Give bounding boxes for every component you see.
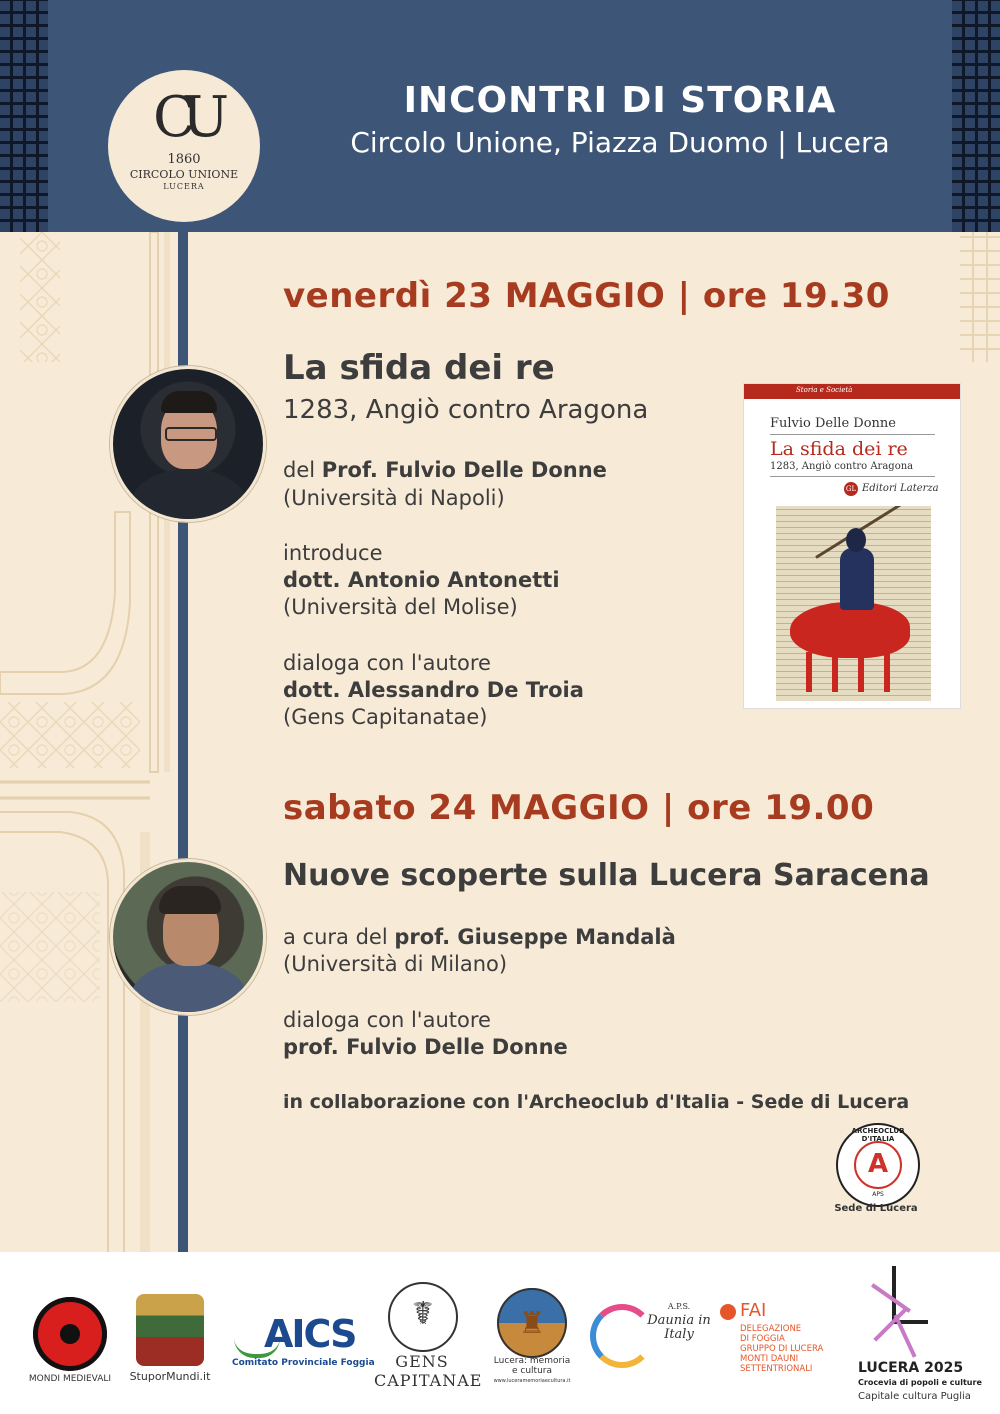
archeoclub-inner-circle — [854, 1141, 902, 1189]
portrait-body — [131, 962, 247, 1015]
mondi-medievali-caption: MONDI MEDIEVALI — [28, 1374, 112, 1384]
page-subtitle: Circolo Unione, Piazza Duomo | Lucera — [350, 126, 890, 159]
archeoclub-caption: Sede di Lucera — [834, 1203, 918, 1214]
book-subtitle: 1283, Angiò contro Aragona — [770, 461, 914, 472]
knight-illustration — [776, 506, 931, 701]
by-prefix: del — [283, 458, 322, 482]
lucera-2025-title: LUCERA 2025 — [858, 1360, 964, 1376]
event1-intro-label: introduce — [283, 541, 383, 565]
header-banner — [0, 0, 1000, 232]
event1-speaker-affiliation: (Università di Napoli) — [283, 486, 505, 510]
event1-intro-affiliation: (Università del Molise) — [283, 595, 518, 619]
lucera-2025-tagline-2: Capitale cultura Puglia — [858, 1391, 971, 1402]
aics-wordmark: AICS — [264, 1312, 356, 1356]
right-lattice-pattern — [960, 232, 1000, 362]
fai-flame-icon — [720, 1304, 736, 1320]
event1-speaker: Prof. Fulvio Delle Donne — [321, 458, 607, 482]
speaker2-portrait — [110, 859, 266, 1015]
horse-icon — [790, 602, 910, 658]
lion-icon: ♜ — [518, 1306, 546, 1341]
fai-wordmark: FAI — [740, 1300, 767, 1321]
gens-capitanae-logo — [374, 1282, 483, 1390]
event2-dialog-name: prof. Fulvio Delle Donne — [283, 1035, 568, 1059]
logo-monogram: CU — [152, 85, 216, 150]
stupor-mundi-emblem-icon — [136, 1294, 204, 1366]
event1-dialog-affiliation: (Gens Capitanatae) — [283, 705, 488, 729]
collaboration-note: in collaborazione con l'Archeoclub d'Italia - Sede di Lucera — [283, 1091, 910, 1113]
portrait-hair — [159, 886, 221, 914]
book-title: La sfida dei re — [770, 438, 908, 460]
lucera-memoria-logo — [497, 1288, 567, 1358]
logo-year: 1860 — [167, 152, 201, 167]
event1-title: La sfida dei re — [283, 348, 555, 388]
by-prefix: a cura del — [283, 925, 395, 949]
page-title: INCONTRI DI STORIA — [403, 80, 837, 121]
gens-emblem-circle — [388, 1282, 458, 1352]
glasses-icon — [165, 427, 217, 441]
gear-icon — [33, 1297, 107, 1371]
lucera-memoria-caption: Lucera: memoria e cultura — [493, 1356, 571, 1376]
stupor-mundi-caption: StuporMundi.it — [129, 1370, 211, 1383]
event2-date: sabato 24 MAGGIO | ore 19.00 — [283, 788, 875, 828]
sponsor-footer — [0, 1252, 1000, 1414]
fai-delegation: DELEGAZIONE DI FOGGIA GRUPPO DI LUCERA MONTI DAUNI SETTENTRIONALI — [740, 1324, 824, 1374]
header-pattern-right — [952, 0, 1000, 232]
book-publisher: Editori Laterza — [862, 483, 939, 494]
speaker1-portrait — [110, 366, 266, 522]
logo-name: CIRCOLO UNIONE — [129, 168, 239, 181]
event1-date: venerdì 23 MAGGIO | ore 19.30 — [283, 276, 890, 316]
portrait-body — [131, 469, 247, 522]
archeoclub-logo — [836, 1123, 920, 1207]
knight-helmet-icon — [846, 528, 866, 552]
book-rule — [770, 476, 935, 477]
book-series: Storia e Società — [796, 386, 853, 394]
header-pattern-left — [0, 0, 48, 232]
gens-wordmark: GENS CAPITANAE — [374, 1352, 483, 1390]
daunia-in-italy-logo — [644, 1300, 714, 1342]
knight-icon — [840, 548, 874, 610]
archeoclub-a-icon: A — [867, 1149, 889, 1179]
gear-hole — [60, 1324, 80, 1344]
event2-speaker: prof. Giuseppe Mandalà — [394, 925, 676, 949]
event2-speaker-affiliation: (Università di Milano) — [283, 952, 508, 976]
event1-dialog-label: dialoga con l'autore — [283, 651, 491, 675]
book-rule — [770, 434, 935, 435]
book-author: Fulvio Delle Donne — [770, 416, 896, 431]
daunia-wordmark: Daunia in Italy — [647, 1313, 711, 1342]
angel-icon: ☤ — [412, 1294, 434, 1332]
portrait-hair — [161, 391, 217, 413]
archeoclub-ring-text: ARCHEOCLUB D'ITALIA — [851, 1127, 905, 1143]
event1-intro-name: dott. Antonio Antonetti — [283, 568, 560, 592]
aics-logo — [234, 1312, 356, 1356]
event1-subtitle: 1283, Angiò contro Aragona — [283, 395, 649, 425]
book-series-band — [744, 384, 960, 399]
archeoclub-aps: APS — [872, 1191, 884, 1198]
event2-speaker-line — [283, 925, 676, 949]
event2-dialog-label: dialoga con l'autore — [283, 1008, 491, 1032]
circolo-unione-logo — [108, 70, 260, 222]
horse-legs — [806, 652, 902, 692]
book-cover — [744, 384, 960, 708]
daunia-aps: A.P.S. — [667, 1302, 691, 1311]
lucera-2025-tagline: Crocevia di popoli e culture — [858, 1378, 982, 1387]
aics-caption: Comitato Provinciale Foggia — [232, 1358, 375, 1368]
lucera-memoria-url: www.luceramemoriaecultura.it — [493, 1378, 571, 1384]
logo-city: LUCERA — [163, 182, 205, 191]
publisher-logo-icon: GL — [844, 482, 858, 496]
event2-title: Nuove scoperte sulla Lucera Saracena — [283, 858, 930, 893]
event1-speaker-line — [283, 458, 607, 482]
event1-dialog-name: dott. Alessandro De Troia — [283, 678, 584, 702]
lucera-2025-logo — [862, 1266, 934, 1362]
